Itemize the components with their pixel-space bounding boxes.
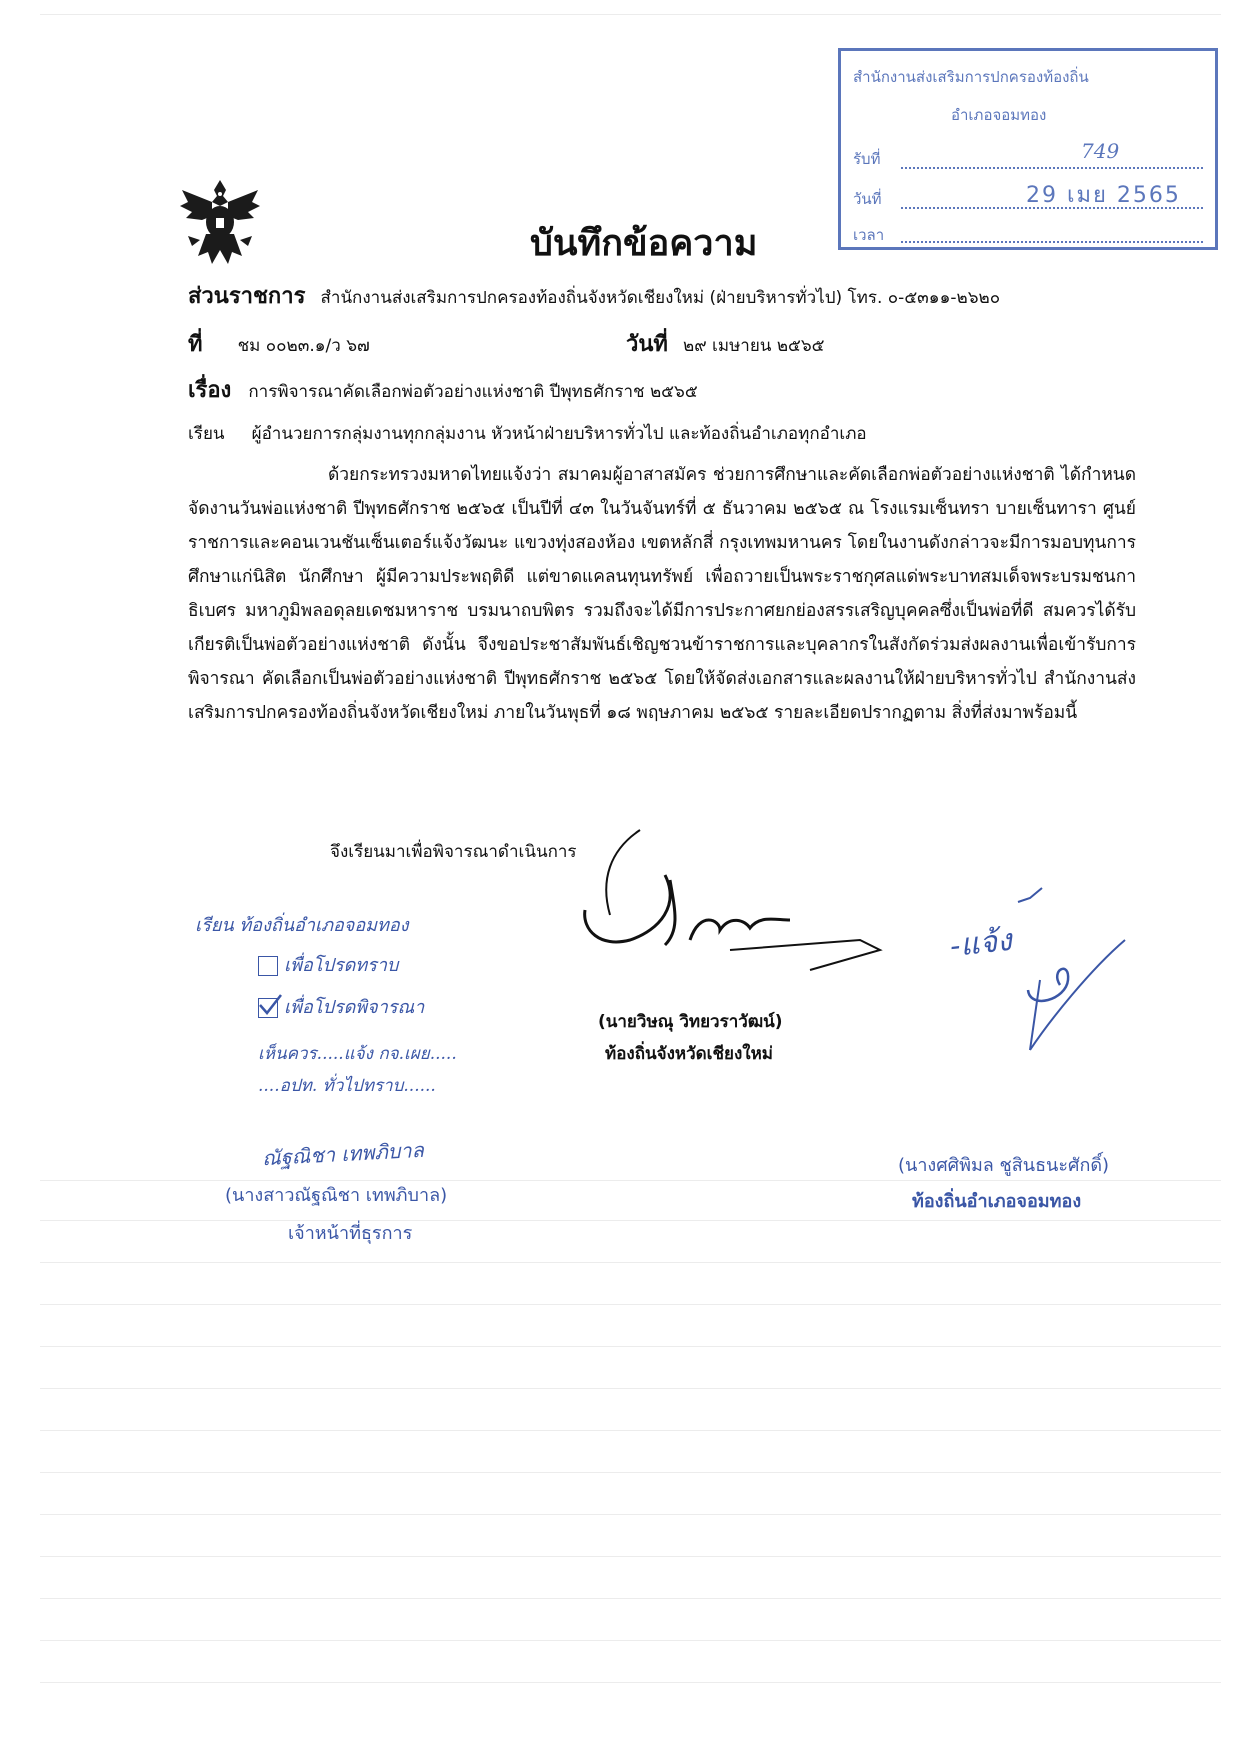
option-inform-checkbox	[258, 956, 278, 976]
subject-value: การพิจารณาคัดเลือกพ่อตัวอย่างแห่งชาติ ปีพุทธศักราช ๒๕๖๕	[248, 382, 698, 402]
date-label: วันที่	[626, 332, 668, 357]
district-signature-mark	[1000, 880, 1140, 1060]
option-consider-label: เพื่อโปรดพิจารณา	[284, 997, 425, 1018]
stamp-org: สำนักงานส่งเสริมการปกครองท้องถิ่น	[853, 68, 1089, 86]
memo-closing: จึงเรียนมาเพื่อพิจารณาดำเนินการ	[330, 842, 577, 862]
signer-title: ท้องถิ่นจังหวัดเชียงใหม่	[605, 1044, 774, 1064]
officer-signature: ณัฐณิชา เทพภิบาล	[261, 1137, 425, 1171]
stamp-receive-no: 749	[1081, 139, 1120, 163]
stamp-district: อำเภอจอมทอง	[951, 106, 1047, 124]
ref-label: ที่	[188, 332, 203, 357]
annotation-to: เรียน ท้องถิ่นอำเภอจอมทอง	[195, 915, 409, 936]
annotation-opinion: เห็นควร.....แจ้ง กจ.เผย.....	[258, 1044, 457, 1064]
receive-stamp	[838, 48, 1218, 250]
provincial-signature-mark	[570, 820, 910, 1020]
stamp-receive-label: รับที่	[853, 150, 881, 168]
memo-title: บันทึกข้อความ	[530, 223, 758, 264]
subject-label: เรื่อง	[188, 378, 232, 403]
district-chief-name: (นางศศิพิมล ชูสินธนะศักดิ์)	[898, 1155, 1110, 1176]
ref-value: ชม ๐๐๒๓.๑/ว ๖๗	[237, 336, 370, 356]
officer-name: (นางสาวณัฐณิชา เทพภิบาล)	[225, 1185, 448, 1206]
officer-title: เจ้าหน้าที่ธุรการ	[288, 1223, 413, 1244]
garuda-emblem-icon	[178, 176, 262, 268]
district-note: -แจ้ง	[948, 922, 1014, 965]
checkmark-icon	[257, 993, 283, 1019]
option-consider-checkbox	[258, 998, 278, 1018]
to-label: เรียน	[188, 424, 225, 444]
memo-body	[188, 458, 1136, 730]
district-chief-title: ท้องถิ่นอำเภอจอมทอง	[912, 1191, 1082, 1212]
stamp-time-label: เวลา	[853, 226, 885, 244]
stamp-date-label: วันที่	[853, 190, 882, 208]
agency-value: สำนักงานส่งเสริมการปกครองท้องถิ่นจังหวัดเชียงใหม่ (ฝ่ายบริหารทั่วไป) โทร. ๐-๕๓๑๑-๒๖๒๐	[320, 288, 1001, 308]
annotation-option-consider	[258, 992, 424, 1021]
memo-body-text: ด้วยกระทรวงมหาดไทยแจ้งว่า สมาคมผู้อาสาสมัคร ช่วยการศึกษาและคัดเลือกพ่อตัวอย่างแห่งชาติ ได้กำหนดจัดงานวันพ่อแห่งชาติ ปีพุทธศักราช ๒๕๖๕ เป็นปีที่ ๔๓ ในวันจันทร์ที่ ๕ ธันวาคม ๒๕๖๕ ณ โรงแรมเซ็นทรา บายเซ็นทารา ศูนย์ราชการและคอนเวนชันเซ็นเตอร์แจ้งวัฒนะ แขวงทุ่งสองห้อง เขตหลักสี่ กรุงเทพมหานคร โดยในงานดังกล่าวจะมีการมอบทุนการศึกษาแก่นิสิต นักศึกษา ผู้มีความประพฤติดี แต่ขาดแคลนทุนทรัพย์ เพื่อถวายเป็นพระราชกุศลแด่พระบาทสมเด็จพระบรมชนกาธิเบศร มหาภูมิพลอดุลยเดชมหาราช บรมนาถบพิตร รวมถึงจะได้มีการประกาศยกย่องสรรเสริญบุคคลซึ่งเป็นพ่อที่ดี สมควรได้รับเกียรติเป็นพ่อตัวอย่างแห่งชาติ ดังนั้น จึงขอประชาสัมพันธ์เชิญชวนข้าราชการและบุคลากรในสังกัดร่วมส่งผลงานเพื่อเข้ารับการพิจารณา คัดเลือกเป็นพ่อตัวอย่างแห่งชาติ ปีพุทธศักราช ๒๕๖๕ โดยให้จัดส่งเอกสารและผลงานให้ฝ่ายบริหารทั่วไป สำนักงานส่งเสริมการปกครองท้องถิ่นจังหวัดเชียงใหม่ ภายในวันพุธที่ ๑๘ พฤษภาคม ๒๕๖๕ รายละเอียดปรากฏตาม สิ่งที่ส่งมาพร้อมนี้	[188, 465, 1136, 723]
annotation-opinion-2: ....อปท. ทั่วไปทราบ......	[258, 1076, 436, 1096]
signer-name: (นายวิษณุ วิทยวราวัฒน์)	[598, 1012, 783, 1032]
date-value: ๒๙ เมษายน ๒๕๖๕	[683, 336, 825, 356]
stamp-date-value: 29 เมย 2565	[1026, 183, 1181, 208]
to-value: ผู้อำนวยการกลุ่มงานทุกกลุ่มงาน หัวหน้าฝ่ายบริหารทั่วไป และท้องถิ่นอำเภอทุกอำเภอ	[251, 424, 867, 444]
option-inform-label: เพื่อโปรดทราบ	[284, 955, 399, 976]
annotation-option-inform	[258, 950, 398, 979]
agency-label: ส่วนราชการ	[188, 284, 306, 309]
